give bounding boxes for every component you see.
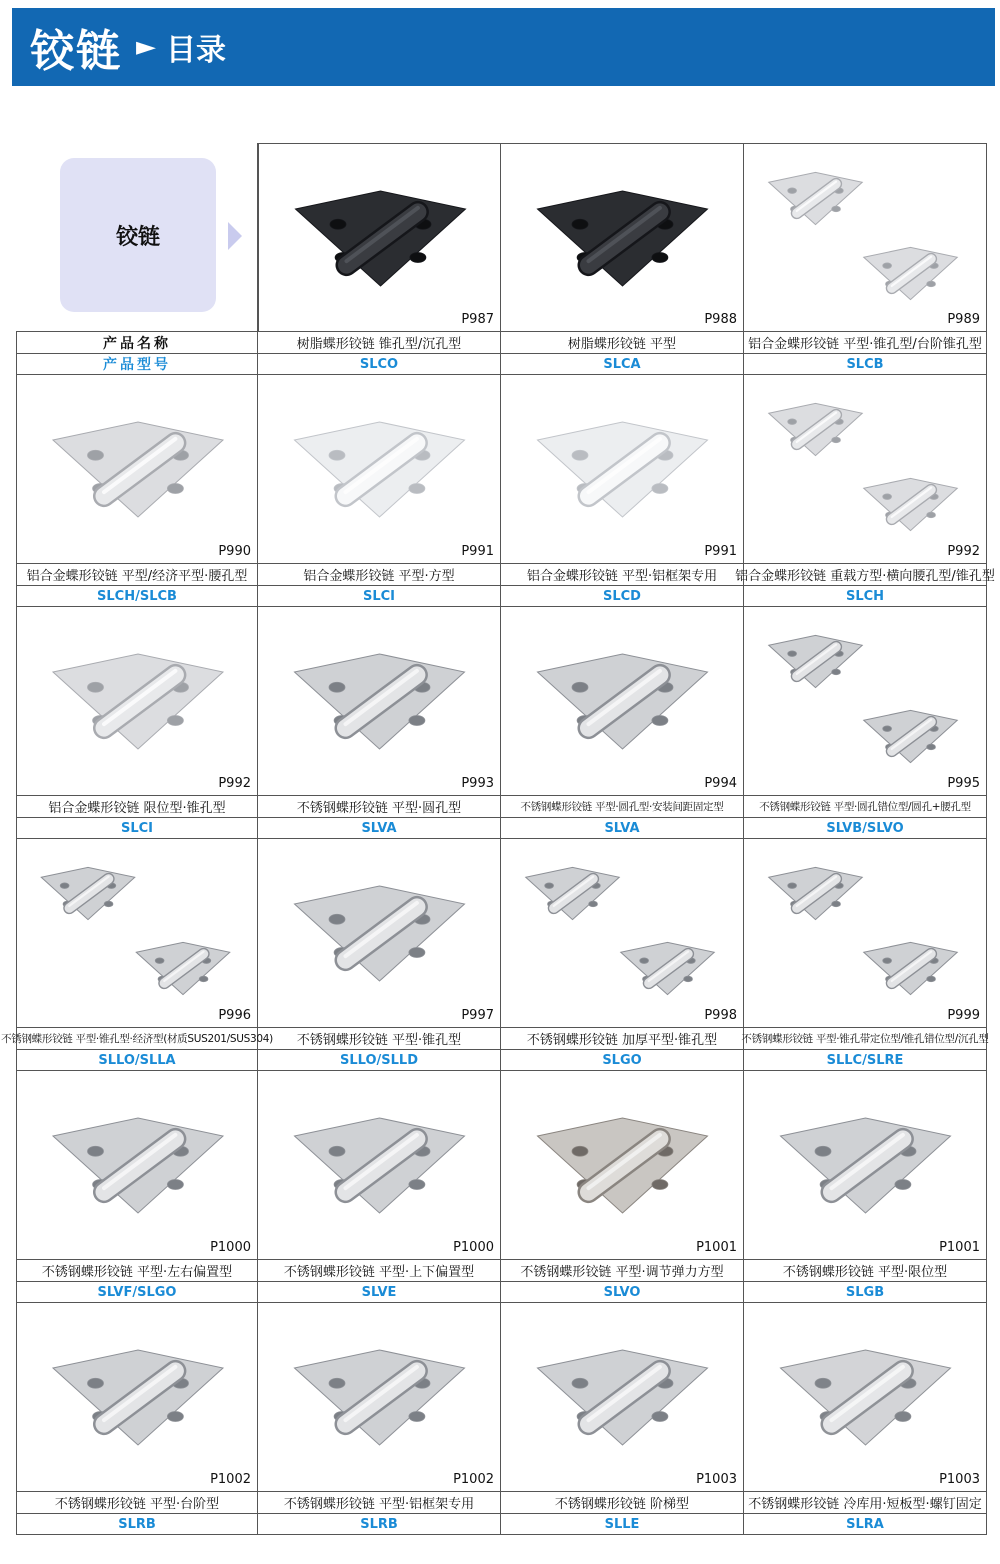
product-model: SLCA <box>501 354 744 375</box>
hinge-image-icon <box>259 144 502 333</box>
header-subtitle: 目录 <box>166 33 226 68</box>
hinge-image-icon <box>744 375 987 564</box>
page-number: P1001 <box>939 1240 980 1255</box>
hinge-image-icon <box>501 1071 744 1260</box>
name-row <box>16 564 995 586</box>
product-name: 树脂蝶形铰链 锥孔型/沉孔型 <box>258 332 501 354</box>
page-number: P987 <box>461 312 494 327</box>
hinge-image-icon <box>501 607 744 796</box>
product-model: SLCB <box>744 354 987 375</box>
product-image-cell <box>258 143 501 332</box>
model-row <box>16 586 987 607</box>
product-model: SLCO <box>258 354 501 375</box>
name-row <box>16 1492 987 1514</box>
product-name: 不锈钢蝶形铰链 平型·铝框架专用 <box>258 1492 501 1514</box>
page-number: P1002 <box>210 1472 251 1487</box>
page-header <box>12 8 995 86</box>
image-row <box>16 1303 987 1492</box>
image-row <box>16 375 987 564</box>
product-name: 不锈钢蝶形铰链 平型·圆孔型·安装间距固定型 <box>501 796 744 818</box>
page-number: P994 <box>704 776 737 791</box>
hinge-image-icon <box>744 839 987 1028</box>
name-row <box>16 1260 987 1282</box>
product-image-cell <box>744 375 987 564</box>
page-number: P995 <box>947 776 980 791</box>
product-model: SLGO <box>501 1050 744 1071</box>
page-number: P1003 <box>939 1472 980 1487</box>
image-row <box>16 607 987 796</box>
product-name: 不锈钢蝶形铰链 平型·圆孔错位型/圆孔+腰孔型 <box>744 796 987 818</box>
product-image-cell <box>16 1071 258 1260</box>
product-model: SLLO/SLLA <box>16 1050 258 1071</box>
page-number: P1000 <box>453 1240 494 1255</box>
product-image-cell <box>16 839 258 1028</box>
hinge-image-icon <box>258 1303 501 1492</box>
product-name: 不锈钢蝶形铰链 平型·限位型 <box>744 1260 987 1282</box>
product-image-cell <box>744 143 987 332</box>
page-number: P997 <box>461 1008 494 1023</box>
hinge-image-icon <box>744 1303 987 1492</box>
page-number: P988 <box>704 312 737 327</box>
product-name: 不锈钢蝶形铰链 加厚平型·锥孔型 <box>501 1028 744 1050</box>
product-model: SLLO/SLLD <box>258 1050 501 1071</box>
product-model: SLRB <box>258 1514 501 1535</box>
product-name: 不锈钢蝶形铰链 平型·台阶型 <box>16 1492 258 1514</box>
page-number: P1003 <box>696 1472 737 1487</box>
page-number: P999 <box>947 1008 980 1023</box>
hinge-image-icon <box>744 144 987 333</box>
product-name: 不锈钢蝶形铰链 平型·圆孔型 <box>258 796 501 818</box>
page-number: P996 <box>218 1008 251 1023</box>
product-image-cell <box>16 607 258 796</box>
model-row <box>16 1282 987 1303</box>
product-name: 不锈钢蝶形铰链 平型·调节弹力方型 <box>501 1260 744 1282</box>
product-model: SLVE <box>258 1282 501 1303</box>
product-image-cell <box>501 1071 744 1260</box>
product-model: SLCD <box>501 586 744 607</box>
product-image-cell <box>258 1303 501 1492</box>
product-model: SLLC/SLRE <box>744 1050 987 1071</box>
product-model: SLCI <box>16 818 258 839</box>
page-number: P1002 <box>453 1472 494 1487</box>
product-image-cell <box>16 375 258 564</box>
category-box <box>60 158 216 312</box>
category-arrow-icon <box>228 222 242 250</box>
hinge-image-icon <box>17 1303 259 1492</box>
product-name: 铝合金蝶形铰链 平型·铝框架专用 <box>501 564 744 586</box>
page-number: P990 <box>218 544 251 559</box>
hinge-image-icon <box>258 375 501 564</box>
name-row <box>16 796 987 818</box>
product-name: 树脂蝶形铰链 平型 <box>501 332 744 354</box>
hinge-image-icon <box>744 607 987 796</box>
product-image-cell <box>501 839 744 1028</box>
row-label-name: 产品名称 <box>16 332 258 354</box>
product-image-cell <box>258 1071 501 1260</box>
product-image-cell <box>258 607 501 796</box>
product-model: SLCH/SLCB <box>16 586 258 607</box>
product-model: SLVO <box>501 1282 744 1303</box>
row-label-model: 产品型号 <box>16 354 258 375</box>
hinge-image-icon <box>501 839 744 1028</box>
page-number: P998 <box>704 1008 737 1023</box>
product-model: SLVF/SLGO <box>16 1282 258 1303</box>
product-image-cell <box>501 607 744 796</box>
product-image-cell <box>744 839 987 1028</box>
product-image-cell <box>501 1303 744 1492</box>
product-model: SLLE <box>501 1514 744 1535</box>
image-row <box>16 839 987 1028</box>
product-image-cell <box>501 375 744 564</box>
page-number: P1000 <box>210 1240 251 1255</box>
hinge-image-icon <box>17 375 259 564</box>
product-model: SLVB/SLVO <box>744 818 987 839</box>
image-row <box>16 1071 987 1260</box>
product-name: 不锈钢蝶形铰链 冷库用·短板型·螺钉固定 <box>744 1492 987 1514</box>
product-name: 铝合金蝶形铰链 平型·方型 <box>258 564 501 586</box>
product-model: SLGB <box>744 1282 987 1303</box>
hinge-image-icon <box>258 839 501 1028</box>
product-name: 铝合金蝶形铰链 平型·锥孔型/台阶锥孔型 <box>744 332 987 354</box>
product-name: 铝合金蝶形铰链 重载方型·横向腰孔型/锥孔型 <box>744 564 987 586</box>
product-image-cell <box>258 839 501 1028</box>
hinge-image-icon <box>17 1071 259 1260</box>
header-title: 铰链 <box>30 26 122 77</box>
hinge-image-icon <box>258 1071 501 1260</box>
product-image-cell <box>258 375 501 564</box>
product-name: 铝合金蝶形铰链 限位型·锥孔型 <box>16 796 258 818</box>
model-row <box>16 1050 987 1071</box>
product-image-cell <box>744 1071 987 1260</box>
product-model: SLCH <box>744 586 987 607</box>
hinge-image-icon <box>501 375 744 564</box>
product-name: 不锈钢蝶形铰链 平型·锥孔型·经济型(材质SUS201/SUS304) <box>16 1028 258 1050</box>
hinge-image-icon <box>744 1071 987 1260</box>
product-image-cell <box>744 607 987 796</box>
hinge-image-icon <box>501 144 744 333</box>
model-row <box>16 818 987 839</box>
product-image-cell <box>744 1303 987 1492</box>
product-name: 不锈钢蝶形铰链 平型·左右偏置型 <box>16 1260 258 1282</box>
product-name: 铝合金蝶形铰链 平型/经济平型·腰孔型 <box>16 564 258 586</box>
page-number: P1001 <box>696 1240 737 1255</box>
page-number: P992 <box>218 776 251 791</box>
header-arrow-icon: ► <box>136 32 156 62</box>
product-model: SLVA <box>501 818 744 839</box>
name-row <box>1 1028 989 1050</box>
model-row <box>16 354 987 375</box>
product-model: SLRA <box>744 1514 987 1535</box>
product-name: 不锈钢蝶形铰链 阶梯型 <box>501 1492 744 1514</box>
product-model: SLRB <box>16 1514 258 1535</box>
category-label: 铰链 <box>115 224 160 250</box>
hinge-image-icon <box>501 1303 744 1492</box>
page-number: P993 <box>461 776 494 791</box>
page-number: P991 <box>461 544 494 559</box>
page-number: P989 <box>947 312 980 327</box>
hinge-image-icon <box>17 839 259 1028</box>
product-name: 不锈钢蝶形铰链 平型·上下偏置型 <box>258 1260 501 1282</box>
hinge-image-icon <box>17 607 259 796</box>
product-model: SLVA <box>258 818 501 839</box>
product-name: 不锈钢蝶形铰链 平型·锥孔带定位型/锥孔错位型/沉孔型 <box>744 1028 987 1050</box>
hinge-image-icon <box>258 607 501 796</box>
product-image-cell <box>16 1303 258 1492</box>
name-row <box>16 332 987 354</box>
product-model: SLCI <box>258 586 501 607</box>
product-name: 不锈钢蝶形铰链 平型·锥孔型 <box>258 1028 501 1050</box>
page-number: P991 <box>704 544 737 559</box>
product-grid <box>1 143 995 1535</box>
product-image-cell <box>501 143 744 332</box>
page-number: P992 <box>947 544 980 559</box>
model-row <box>16 1514 987 1535</box>
